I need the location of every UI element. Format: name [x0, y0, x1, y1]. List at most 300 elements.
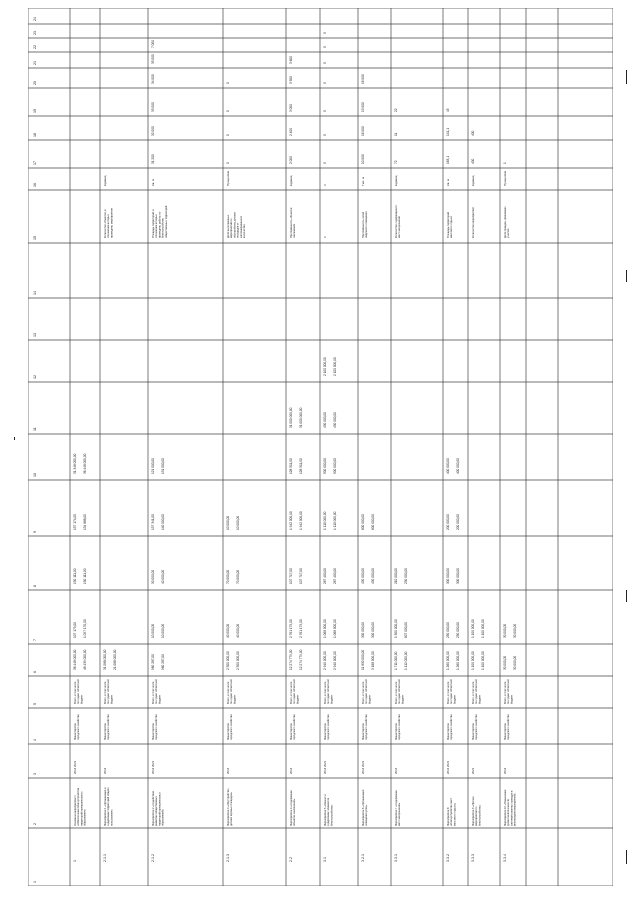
row-name-line: объектов озеленения»: [293, 798, 297, 826]
row-name-line: «Обеспечение благоустройства: [77, 787, 81, 826]
indicator-line: обустройству детских: [233, 212, 237, 238]
funding-amount: 1 100 000,00: [471, 651, 475, 670]
column-number: 24: [33, 17, 37, 21]
row-name-line: содержание элементов: [327, 797, 331, 826]
funding-amount: 607 000,00: [404, 622, 408, 638]
row-name-line: образования»: [83, 809, 87, 826]
indicator-line: Протяжённость сетей: [362, 211, 365, 238]
column-number: 13: [33, 333, 37, 337]
row-name-line: развитию общественных: [155, 796, 159, 826]
row-number: 2.2: [289, 857, 293, 862]
indicator-unit: Единиц: [289, 175, 293, 186]
row-executor-line: Министерство: [447, 722, 450, 740]
indicator-value: 163,1: [446, 156, 450, 164]
indicator-value: 7 000: [151, 40, 155, 48]
indicator-value: 400: [471, 158, 475, 164]
funding-amount: 36 448 000,00: [73, 649, 77, 670]
indicator-line: проведены работы по: [158, 211, 162, 238]
row-name-line: пользования»: [110, 809, 114, 826]
indicator-value: 1: [503, 162, 507, 164]
indicator-unit: Процентов: [226, 170, 230, 186]
funding-amount: 1 260 000,00: [456, 651, 460, 670]
indicator-line: количества: [243, 224, 246, 238]
row-name-line: уровня вовлеченности: [507, 798, 511, 826]
row-source-line: по годам: областной: [293, 679, 297, 704]
row-source-line: бюджет: [330, 694, 334, 704]
margin-tick: [626, 850, 627, 864]
row-source-line: по годам: областной: [230, 679, 234, 704]
indicator-value: Х: [323, 133, 327, 136]
column-number: 10: [33, 473, 37, 477]
row-executor-line: городского хозяйства: [155, 714, 159, 740]
funding-amount: 2 761 179,00: [289, 619, 293, 638]
funding-amount: 48 439 000,00: [83, 649, 87, 670]
funding-amount: 30 000,00: [513, 655, 517, 670]
row-executor-line: городского хозяйства: [450, 714, 454, 740]
row-source-line: по годам: областной: [450, 679, 454, 704]
indicator-value: 400: [471, 130, 475, 136]
indicator-value: Х: [323, 31, 327, 34]
row-source-line: Всего, в том числе: [472, 681, 475, 704]
column-number: 16: [33, 183, 37, 187]
funding-amount: 600 000,00: [371, 514, 375, 530]
row-name-line: Мероприятие 4 «Содержание: [290, 790, 293, 826]
row-executor-line: Министерство: [227, 722, 230, 740]
column-number: 22: [33, 45, 37, 49]
indicator-value: Х: [323, 45, 327, 48]
row-name-line: Мероприятие 2 «Содействие: [152, 790, 155, 826]
indicator-value: 0: [226, 134, 230, 136]
row-number: 3.3.1: [394, 854, 398, 862]
row-executor-line: Министерство: [362, 722, 365, 740]
row-executor-line: городского хозяйства: [365, 714, 369, 740]
funding-amount: 70 000,00: [226, 569, 230, 584]
indicator-value: 2 400: [289, 128, 293, 136]
funding-amount: 1 100 000,00: [481, 619, 485, 638]
funding-amount: 1 110 000,00: [323, 511, 327, 530]
funding-amount: 36 448 000,00: [83, 453, 87, 474]
funding-amount: 3 188 000,00: [371, 651, 375, 670]
funding-amount: 10 000,00: [236, 515, 240, 530]
row-name-line: Основное мероприятие 1: [74, 795, 77, 826]
row-source-line: бюджет: [453, 694, 457, 704]
funding-amount: 500 000,00: [323, 458, 327, 474]
funding-amount: 137 174,00: [73, 514, 77, 530]
row-source-line: по годам: областной: [365, 679, 369, 704]
indicator-unit: Единиц: [394, 175, 398, 186]
funding-amount: 960 287,00: [151, 654, 155, 670]
indicator-value: 31 200: [151, 154, 155, 164]
column-number: 14: [33, 291, 37, 295]
row-number: 3.2.1: [361, 854, 365, 862]
indicator-unit: Кв. м: [151, 178, 155, 186]
row-executor-line: Министерство: [152, 722, 155, 740]
table-gridlines: [28, 8, 613, 886]
row-name-line: Мероприятие 5 «Ремонт и: [324, 794, 327, 826]
funding-amount: 2 940 000,00: [333, 651, 337, 670]
funding-amount: 1 500 000,00: [394, 619, 398, 638]
row-executor-line: городского хозяйства: [230, 714, 234, 740]
row-executor-line: Министерство: [324, 722, 327, 740]
funding-amount: 1 100 000,00: [471, 619, 475, 638]
funding-amount: 2 940 000,00: [323, 651, 327, 670]
funding-amount: 2 500 000,00: [226, 651, 230, 670]
row-executor-line: Министерство: [504, 722, 507, 740]
row-executor-line: Министерство: [290, 722, 293, 740]
row-source-line: по годам: областной: [77, 679, 81, 704]
indicator-line: общественных территорий: [164, 205, 168, 238]
funding-amount: 40 000,00: [226, 623, 230, 638]
indicator-value: Х: [323, 61, 327, 64]
row-years: 2014: [394, 767, 398, 774]
funding-amount: 30 000,00: [503, 623, 507, 638]
row-number: 2.1.1: [103, 854, 107, 862]
row-executor-line: городского хозяйства: [507, 714, 511, 740]
row-name-line: реализацию мероприятий»: [513, 793, 517, 826]
row-source-line: Всего, в том числе: [152, 681, 155, 704]
funding-amount: 300 000,00: [456, 568, 460, 584]
funding-amount: 21 088 000,00: [113, 649, 117, 670]
row-name-line: массового отдыха»: [453, 802, 457, 826]
funding-amount: 1 110 000,00: [333, 511, 337, 530]
row-source-line: Всего, в том числе: [447, 681, 450, 704]
funding-amount: 130 111,00: [83, 568, 87, 584]
column-number: 3: [33, 773, 37, 775]
indicator-value: 13 000: [361, 102, 365, 112]
indicator-value: 141,1: [446, 128, 450, 136]
table-content: [33, 17, 517, 883]
funding-amount: 40 000,00: [236, 623, 240, 638]
row-source-line: Всего, в том числе: [324, 681, 327, 704]
row-years: 2014 2021: [73, 760, 77, 774]
funding-amount: 300 000,00: [446, 568, 450, 584]
indicator-value: 3 600: [289, 56, 293, 64]
funding-amount: 1 711 000,00: [394, 651, 398, 670]
funding-amount: 960 287,00: [161, 654, 165, 670]
row-name-line: территорий муниципального: [80, 791, 84, 826]
funding-amount: 30 000,00: [151, 569, 155, 584]
row-executor-line: Министерство: [472, 722, 475, 740]
funding-amount: 128 511,00: [299, 458, 303, 474]
column-number: 23: [33, 31, 37, 35]
funding-amount: 400 000,00: [446, 458, 450, 474]
funding-amount: 500 000,00: [333, 458, 337, 474]
row-years: 2014: [103, 767, 107, 774]
row-name-line: благоустройства»: [330, 804, 334, 826]
indicator-line: Количество содержащихся: [395, 205, 398, 238]
indicator-unit: Тыс. м: [361, 176, 365, 186]
indicator-line: наружного освещения: [365, 211, 369, 238]
row-source-line: бюджет: [368, 694, 372, 704]
row-name-line: Мероприятие 1 «Организация и: [104, 787, 107, 826]
funding-amount: 12 274 779,00: [299, 649, 303, 670]
row-number: 3.3.4: [503, 854, 507, 862]
funding-amount: 1 097 170,00: [83, 619, 87, 638]
row-source-line: по годам: областной: [327, 679, 331, 704]
indicator-unit: Единиц: [471, 175, 475, 186]
row-source-line: бюджет: [233, 694, 237, 704]
indicator-unit: Х: [323, 183, 327, 186]
rotated-table-grid: [28, 8, 613, 886]
funding-amount: 107 717,00: [289, 568, 293, 584]
row-name-line: Мероприятие 10 «Повышение: [504, 789, 507, 826]
row-source-line: по годам: областной: [398, 679, 402, 704]
funding-amount: 250 000,00: [446, 622, 450, 638]
funding-amount: 31 000 000,00: [289, 407, 293, 428]
column-number: 18: [33, 133, 37, 137]
row-name-line: образований»: [161, 809, 165, 826]
margin-tick: [626, 70, 627, 84]
row-source-line: бюджет: [80, 694, 84, 704]
funding-amount: 2 761 179,00: [299, 619, 303, 638]
row-source-line: бюджет: [401, 694, 405, 704]
row-name-line: Мероприятие 9 «Прочие: [472, 796, 475, 826]
indicator-value: 11: [394, 132, 398, 136]
funding-amount: 267 400,00: [323, 568, 327, 584]
row-number: 1: [73, 860, 77, 862]
row-name-line: заинтересованных граждан в: [510, 790, 514, 826]
row-executor-line: городского хозяйства: [398, 714, 402, 740]
row-years: 2014: [226, 767, 230, 774]
indicator-line: отношении которых: [155, 214, 159, 238]
column-number: 9: [33, 531, 37, 533]
indicator-line: Протяжённость объектов: [290, 207, 293, 238]
margin-tick: [626, 590, 627, 602]
row-name-line: Мероприятие 8: [447, 807, 450, 826]
funding-amount: 1 942 000,00: [299, 511, 303, 530]
funding-amount: 31 348 000,00: [73, 453, 77, 474]
indicator-value: 2 000: [289, 156, 293, 164]
binding-dot: [14, 437, 15, 440]
row-years: 2014 2021: [446, 760, 450, 774]
row-source-line: бюджет: [478, 694, 482, 704]
funding-amount: 1 260 000,00: [446, 651, 450, 670]
funding-amount: 30 000,00: [513, 623, 517, 638]
funding-amount: 2 100 000,00: [333, 357, 337, 376]
indicator-value: Х: [323, 161, 327, 164]
indicator-unit: Единиц: [103, 175, 107, 186]
row-years: 2021: [471, 767, 475, 774]
funding-amount: 10 000,00: [226, 515, 230, 530]
row-source-line: Всего, в том числе: [290, 681, 293, 704]
indicator-value: 3 500: [289, 76, 293, 84]
row-name-line: Мероприятие 7 «Содержание: [395, 790, 398, 826]
row-years: 2014 2021: [151, 760, 155, 774]
indicator-line: благоустройству: [161, 218, 165, 238]
funding-amount: 267 400,00: [333, 568, 337, 584]
row-name-line: благоустройству»: [478, 804, 482, 826]
row-source-line: по годам: областной: [507, 679, 511, 704]
indicator-value: 32 000: [151, 126, 155, 136]
funding-amount: 1 068 000,00: [333, 619, 337, 638]
row-source-line: Всего, в том числе: [362, 681, 365, 704]
column-number: 6: [33, 671, 37, 673]
column-number: 11: [33, 427, 37, 431]
row-number: 3.3.2: [446, 854, 450, 862]
indicator-line: озеленения: [293, 223, 297, 238]
indicator-line: Доля граждан, принявших: [504, 206, 507, 238]
row-name-line: мест захоронения»: [398, 802, 402, 826]
column-number: 4: [33, 739, 37, 741]
column-number: 17: [33, 161, 37, 165]
row-executor-line: городского хозяйства: [77, 714, 81, 740]
funding-amount: 430 000,00: [361, 568, 365, 584]
indicator-unit: Процентов: [503, 170, 507, 186]
row-years: 2014 2021: [323, 760, 327, 774]
indicator-value: 72: [394, 160, 398, 164]
indicator-line: площадок от: [236, 222, 240, 238]
indicator-value: 0: [226, 162, 230, 164]
row-source-line: Всего, в том числе: [74, 681, 77, 704]
funding-amount: 121 000,00: [151, 458, 155, 474]
indicator-value: 3 000: [289, 104, 293, 112]
row-name-line: территорий муниципальных: [158, 792, 162, 826]
funding-amount: 140 000,00: [161, 514, 165, 530]
funding-amount: 30 000,00: [503, 655, 507, 670]
row-name-line: Мероприятие 6 «Организация: [362, 789, 365, 826]
row-name-line: мероприятия по: [475, 806, 479, 826]
funding-amount: 107 717,00: [299, 568, 303, 584]
indicator-line: проведены мероприятия: [110, 208, 114, 238]
funding-amount: 107 179,00: [73, 622, 77, 638]
funding-amount: 10 000,00: [161, 623, 165, 638]
indicator-value: 16 000: [361, 126, 365, 136]
column-number: 2: [33, 823, 37, 825]
row-executor-line: городского хозяйства: [107, 714, 111, 740]
row-source-line: Всего, в том числе: [395, 681, 398, 704]
funding-amount: 300 000,00: [361, 622, 365, 638]
column-number: 12: [33, 375, 37, 379]
funding-amount: 230 000,00: [404, 568, 408, 584]
funding-amount: 1 100 000,00: [481, 651, 485, 670]
indicator-line: отношении которых: [107, 214, 111, 238]
indicator-line: Площадь территорий: [447, 212, 450, 238]
indicator-value: Х: [323, 109, 327, 112]
row-name-line: детских игровых площадок»: [230, 792, 234, 826]
indicator-value: 0: [226, 82, 230, 84]
funding-amount: 131 000,00: [161, 458, 165, 474]
funding-amount: 200 000,00: [446, 514, 450, 530]
row-source-line: бюджет: [510, 694, 514, 704]
row-source-line: по годам: областной: [155, 679, 159, 704]
row-source-line: бюджет: [158, 694, 162, 704]
column-number: 20: [33, 81, 37, 85]
funding-amount: 128 511,00: [289, 458, 293, 474]
row-source-line: Всего, в том числе: [227, 681, 230, 704]
column-number: 15: [33, 236, 37, 240]
row-executor-line: городского хозяйства: [293, 714, 297, 740]
indicator-value: 45: [446, 108, 450, 112]
column-number: 8: [33, 585, 37, 587]
funding-amount: 250 000,00: [456, 622, 460, 638]
funding-amount: 10 000,00: [151, 623, 155, 638]
row-executor-line: городского хозяйства: [327, 714, 331, 740]
column-number: 21: [33, 61, 37, 65]
indicator-line: Площадь территорий, в: [152, 209, 155, 238]
indicator-line: массового отдыха: [450, 216, 454, 238]
funding-amount: 134 888,00: [83, 514, 87, 530]
row-number: 3.3.3: [471, 854, 475, 862]
funding-amount: 1 068 000,00: [323, 619, 327, 638]
indicator-line: Доля выполненных: [227, 214, 230, 238]
funding-amount: 11 830 000,00: [361, 649, 365, 670]
indicator-value: Х: [323, 81, 327, 84]
column-number: 19: [33, 109, 37, 113]
funding-amount: 430 000,00: [371, 568, 375, 584]
row-name-line: освещения улиц»: [365, 804, 369, 826]
funding-amount: 137 341,00: [151, 514, 155, 530]
funding-amount: 200 000,00: [456, 514, 460, 530]
row-number: 2.1.3: [226, 854, 230, 862]
row-name-line: Мероприятие 3 «Обустройство: [227, 788, 230, 826]
row-source-line: бюджет: [296, 694, 300, 704]
indicator-value: 10 000: [361, 154, 365, 164]
funding-amount: 1 112 000,00: [404, 651, 408, 670]
row-name-line: содержание территорий общего: [107, 787, 111, 826]
row-source-line: по годам: областной: [475, 679, 479, 704]
funding-amount: 400 000,00: [456, 458, 460, 474]
row-executor-line: Министерство: [74, 722, 77, 740]
indicator-line: Х: [324, 236, 327, 238]
funding-amount: 31 088 000,00: [103, 649, 107, 670]
funding-amount: 430 000,00: [323, 412, 327, 428]
row-executor-line: городского хозяйства: [475, 714, 479, 740]
row-source-line: бюджет: [110, 694, 114, 704]
column-number: 7: [33, 639, 37, 641]
indicator-value: 35 000: [151, 54, 155, 64]
indicator-line: участие: [507, 228, 511, 238]
indicator-value: 16 000: [361, 74, 365, 84]
indicator-line: Количество мероприятий: [472, 207, 475, 238]
row-name-line: «Благоустройство мест: [450, 797, 454, 826]
row-number: 3.1: [323, 857, 327, 862]
funding-amount: 2 500 000,00: [236, 651, 240, 670]
row-source-line: Всего, в том числе: [104, 681, 107, 704]
funding-amount: 1 942 000,00: [289, 511, 293, 530]
row-source-line: по годам: областной: [107, 679, 111, 704]
funding-amount: 600 000,00: [361, 514, 365, 530]
indicator-line: мест захоронения: [398, 216, 402, 238]
row-executor-line: Министерство: [104, 722, 107, 740]
funding-amount: 12 274 779,00: [289, 649, 293, 670]
funding-amount: 2 100 000,00: [323, 357, 327, 376]
row-number: 2.1.2: [151, 854, 155, 862]
indicator-line: запланированного: [239, 215, 243, 238]
funding-amount: 31 000 000,00: [299, 407, 303, 428]
indicator-line: Количество объектов, в: [104, 209, 107, 238]
funding-amount: 130 111,00: [73, 568, 77, 584]
indicator-line: мероприятий по: [230, 218, 234, 238]
row-years: 2014: [289, 767, 293, 774]
funding-amount: 210 000,00: [394, 568, 398, 584]
funding-amount: 430 000,00: [333, 412, 337, 428]
funding-amount: 70 000,00: [236, 569, 240, 584]
row-executor-line: Министерство: [395, 722, 398, 740]
indicator-value: 0: [226, 110, 230, 112]
funding-amount: 40 000,00: [161, 569, 165, 584]
row-source-line: Всего, в том числе: [504, 681, 507, 704]
column-number: 1: [33, 881, 37, 883]
indicator-value: 34 000: [151, 74, 155, 84]
indicator-value: 22: [394, 108, 398, 112]
column-number: 5: [33, 703, 37, 705]
funding-amount: 300 000,00: [371, 622, 375, 638]
indicator-value: 33 000: [151, 102, 155, 112]
row-years: 2014 2021: [361, 760, 365, 774]
indicator-unit: Кв. м: [446, 178, 450, 186]
row-years: 2014: [503, 767, 507, 774]
margin-tick: [626, 270, 627, 282]
